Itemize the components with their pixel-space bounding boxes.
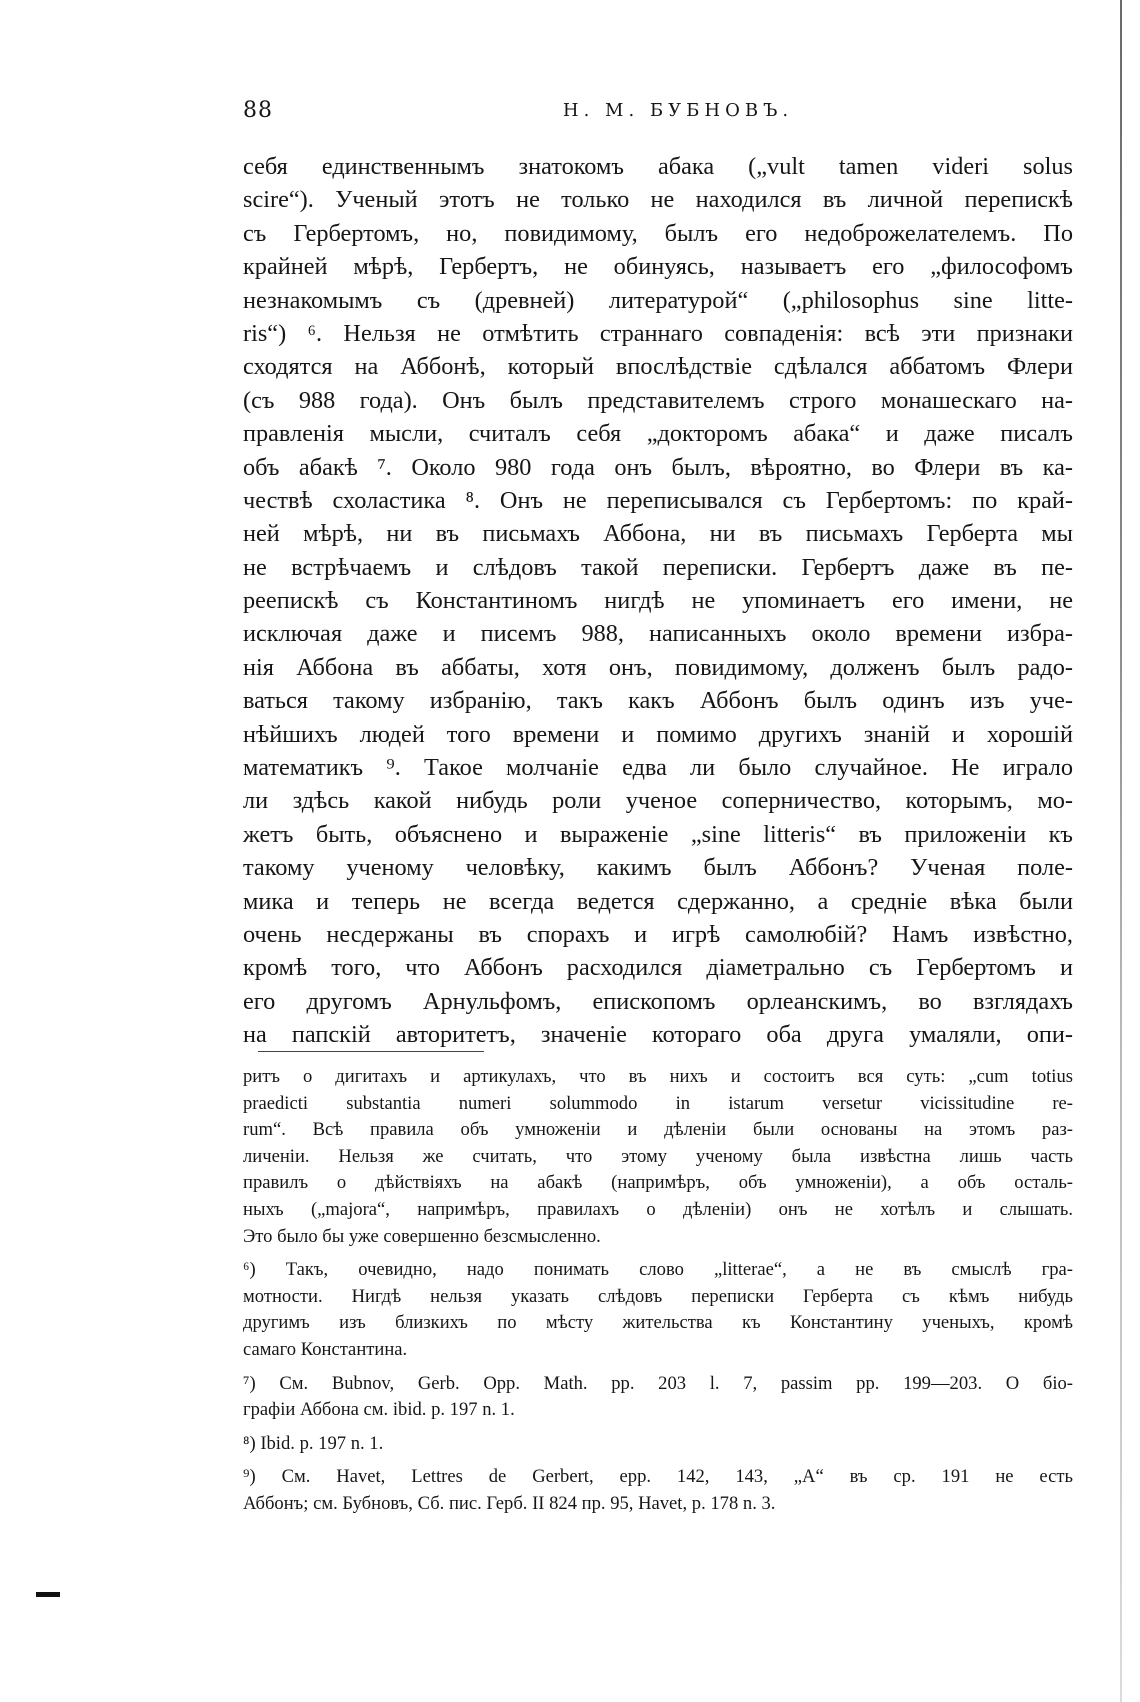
footnote-line: личеніи. Нельзя же считать, что этому ученому была извѣстна лишь часть — [243, 1145, 1073, 1167]
text-line: чествѣ схоластика ⁸. Онъ не переписывался съ Гербертомъ: по край- — [243, 486, 1073, 514]
page-number: 88 — [243, 98, 273, 123]
text-line: ris“) ⁶. Нельзя не отмѣтить страннаго совпаденія: всѣ эти признаки — [243, 319, 1073, 347]
scan-artifact-mark — [36, 1592, 60, 1597]
text-line: такому ученому человѣку, какимъ былъ Аббонъ? Ученая поле- — [243, 854, 1073, 882]
text-line: сходятся на Аббонѣ, который впослѣдствіе сдѣлался аббатомъ Флери — [243, 353, 1073, 381]
footnote-line: Аббонъ; см. Бубновъ, Сб. пис. Герб. II 824 пр. 95, Havet, p. 178 n. 3. — [243, 1492, 776, 1514]
footnote-line: ⁶) Такъ, очевидно, надо понимать слово „litterae“, а не въ смыслѣ гра- — [243, 1259, 1073, 1281]
text-line: нія Аббона въ аббаты, хотя онъ, повидимому, долженъ былъ радо- — [243, 653, 1073, 681]
footnote-line: ⁸) Ibid. p. 197 n. 1. — [243, 1432, 384, 1454]
text-line: (съ 988 года). Онъ былъ представителемъ строго монашескаго на- — [243, 386, 1073, 414]
text-line: жетъ быть, объяснено и выраженіе „sine litteris“ въ приложеніи къ — [243, 820, 1073, 848]
footnote-line: rum“. Всѣ правила объ умноженіи и дѣленіи были основаны на этомъ раз- — [243, 1119, 1073, 1141]
footnote-line: самаго Константина. — [243, 1338, 408, 1360]
text-line: объ абакѣ ⁷. Около 980 года онъ былъ, вѣроятно, во Флери въ ка- — [243, 453, 1073, 481]
text-line: ней мѣрѣ, ни въ письмахъ Аббона, ни въ письмахъ Герберта мы — [243, 520, 1073, 548]
text-line: не встрѣчаемъ и слѣдовъ такой переписки. Гербертъ даже въ пе- — [243, 553, 1073, 581]
footnote-separator — [258, 1051, 484, 1052]
scan-page-edge — [1120, 0, 1122, 1702]
text-line: съ Гербертомъ, но, повидимому, былъ его недоброжелателемъ. По — [243, 219, 1073, 247]
footnote-line: Это было бы уже совершенно безсмысленно. — [243, 1225, 601, 1247]
text-line: ваться такому избранію, такъ какъ Аббонъ былъ одинъ изъ уче- — [243, 687, 1073, 715]
text-line: кромѣ того, что Аббонъ расходился діаметрально съ Гербертомъ и — [243, 954, 1073, 982]
footnote-line: ⁹) См. Havet, Lettres de Gerbert, epp. 142, 143, „A“ въ ср. 191 не есть — [243, 1466, 1073, 1488]
footnote-line: ⁷) См. Bubnov, Gerb. Opp. Math. pp. 203 l. 7, passim pp. 199—203. О біо- — [243, 1372, 1073, 1394]
page-header — [243, 96, 1073, 132]
running-title: Н. М. БУБНОВЪ. — [562, 100, 794, 121]
text-line: нѣйшихъ людей того времени и помимо другихъ знаній и хорошій — [243, 720, 1073, 748]
text-line: scire“). Ученый этотъ не только не находился въ личной перепискѣ — [243, 186, 1073, 214]
footnote-line: мотности. Нигдѣ нельзя указать слѣдовъ переписки Герберта съ кѣмъ нибудь — [243, 1285, 1073, 1307]
main-text — [243, 150, 1073, 1052]
text-line: на папскій авторитетъ, значеніе котораго оба друга умаляли, опи- — [243, 1021, 1073, 1049]
text-line: незнакомымъ съ (древней) литературой“ („philosophus sine litte- — [243, 286, 1073, 314]
footnote-line: ритъ о дигитахъ и артикулахъ, что въ нихъ и состоитъ вся суть: „cum totius — [243, 1066, 1073, 1087]
text-line: правленія мысли, считалъ себя „докторомъ абака“ и даже писалъ — [243, 420, 1073, 448]
text-line: исключая даже и писемъ 988, написанныхъ около времени избра- — [243, 620, 1073, 648]
footnote — [243, 1431, 1073, 1458]
footnote-line: ныхъ („majora“, напримѣръ, правилахъ о дѣленіи) онъ не хотѣлъ и слышать. — [243, 1198, 1073, 1220]
footnote-line: правилъ о дѣйствіяхъ на абакѣ (напримѣръ, объ умноженіи), а объ осталь- — [243, 1172, 1073, 1194]
text-line: ли здѣсь какой нибудь роли ученое соперничество, которымъ, мо- — [243, 787, 1073, 815]
text-line: мика и теперь не всегда ведется сдержанно, а средніе вѣка были — [243, 887, 1073, 915]
text-line: крайней мѣрѣ, Гербертъ, не обинуясь, называетъ его „философомъ — [243, 253, 1073, 281]
text-line: реепискѣ съ Константиномъ нигдѣ не упоминаетъ его имени, не — [243, 587, 1073, 615]
footnote — [243, 1064, 1073, 1250]
footnote-line: другимъ изъ близкихъ по мѣсту жительства къ Константину ученыхъ, кромѣ — [243, 1312, 1073, 1334]
text-line: очень несдержаны въ спорахъ и игрѣ самолюбій? Намъ извѣстно, — [243, 920, 1073, 948]
footnote — [243, 1464, 1073, 1517]
text-line: себя единственнымъ знатокомъ абака („vult tamen videri solus — [243, 153, 1073, 180]
footnote — [243, 1257, 1073, 1363]
text-line: его другомъ Арнульфомъ, епископомъ орлеанскимъ, во взглядахъ — [243, 987, 1073, 1015]
text-line: математикъ ⁹. Такое молчаніе едва ли было случайное. Не играло — [243, 754, 1073, 782]
footnote-line: графіи Аббона см. ibid. p. 197 n. 1. — [243, 1399, 515, 1421]
footnote — [243, 1371, 1073, 1424]
footnotes — [243, 1064, 1073, 1525]
footnote-line: praedicti substantia numeri solummodo in istarum versetur vicissitudine re- — [243, 1092, 1073, 1114]
